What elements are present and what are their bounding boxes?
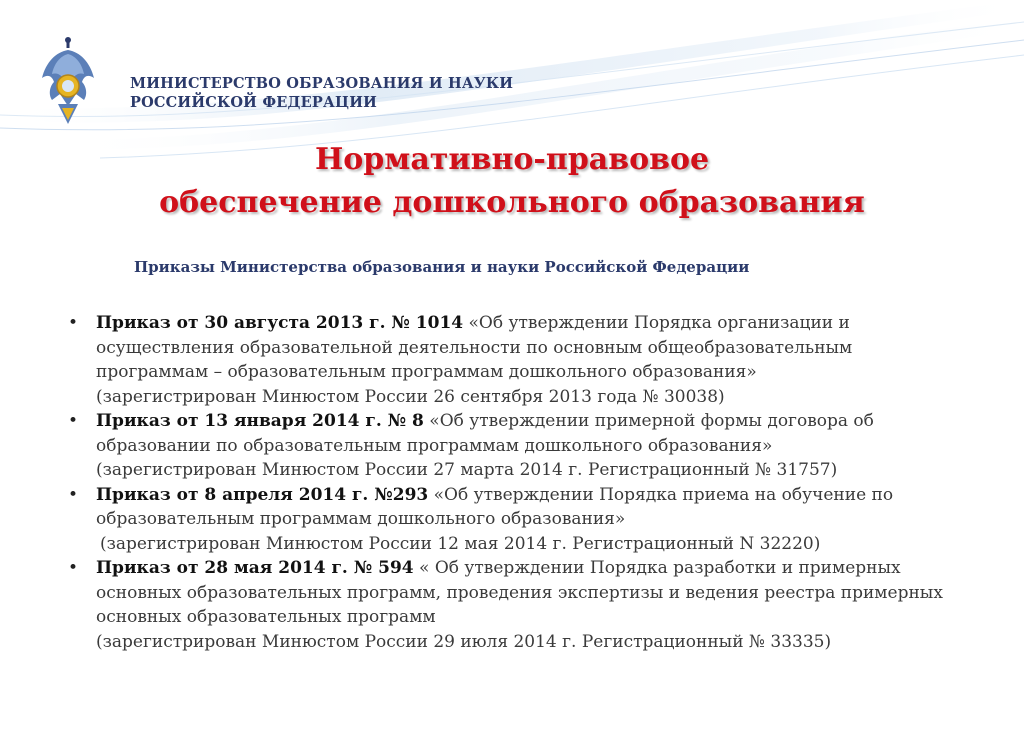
order-description: «Об утверждении Порядка приема на обучение по образовательным программам дошкольного образования» [96,484,894,529]
slide-title-line1: Нормативно-правовое [314,142,710,177]
ministry-name-line2: РОССИЙСКОЙ ФЕДЕРАЦИИ [130,94,378,111]
order-registration: (зарегистрирован Минюстом России 26 сентября 2013 года № 30038) [96,386,725,407]
order-registration: (зарегистрирован Минюстом России 27 марта 2014 г. Регистрационный № 31757) [96,460,838,480]
bullet-icon: • [68,558,79,578]
order-description: « Об утверждении Порядка разработки и примерных основных образовательных программ, проведения экспертизы и ведения реестра примерных основных образовательных программ [96,558,943,627]
slide-title [0,138,1024,224]
list-item [66,483,956,557]
ministry-name [130,74,513,112]
orders-list [66,311,956,654]
order-registration: (зарегистрирован Минюстом России 12 мая 2014 г. Регистрационный N 32220) [100,533,821,554]
order-description: «Об утверждении примерной формы договора об образовании по образовательным программам дошкольного образования» [96,411,874,456]
list-item [66,311,956,409]
list-item [66,409,956,483]
order-heading: Приказ от 28 мая 2014 г. № 594 [96,558,414,578]
order-heading: Приказ от 30 августа 2013 г. № 1014 [96,313,464,333]
ministry-name-line1: МИНИСТЕРСТВО ОБРАЗОВАНИЯ И НАУКИ [130,75,514,92]
order-heading: Приказ от 13 января 2014 г. № 8 [96,411,424,431]
order-description: «Об утверждении Порядка организации и осуществления образовательной деятельности по основным общеобразовательным программам – образовательным программам дошкольного образования» [96,313,853,382]
ministry-emblem-icon [36,34,100,130]
slide-title-line2: обеспечение дошкольного образования [159,185,865,220]
order-registration: (зарегистрирован Минюстом России 29 июля 2014 г. Регистрационный № 33335) [96,631,832,652]
bullet-icon: • [68,411,79,431]
order-heading: Приказ от 8 апреля 2014 г. №293 [96,484,429,505]
list-item [66,556,956,654]
bullet-icon: • [68,313,79,333]
bullet-icon: • [68,484,79,505]
slide-subtitle: Приказы Министерства образования и науки Российской Федерации [134,258,750,276]
